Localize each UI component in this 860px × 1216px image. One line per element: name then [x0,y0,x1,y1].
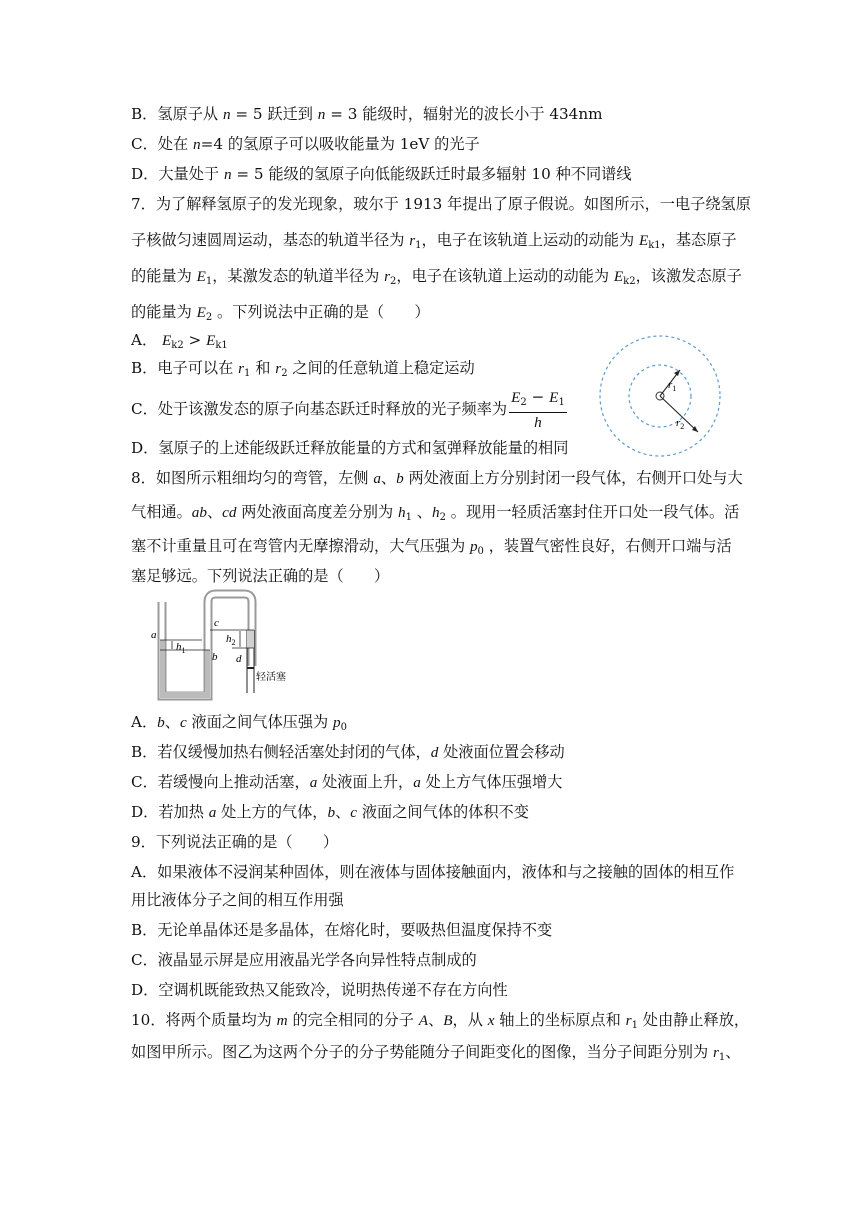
label-a: a [151,629,157,641]
q6-option-c: C．处在 n=4 的氢原子可以吸收能量为 1eV 的光子 [131,135,480,153]
label-d: d [236,653,242,665]
r2-label: $r_2$ [676,417,685,431]
q6-option-b: B．氢原子从 n = 5 跃迁到 n = 3 能级时，辐射光的波长小于 434nm [131,105,603,123]
r1-label: $r_1$ [668,379,677,393]
q7-option-b: B．电子可以在 $r_1$ 和 $r_2$ 之间的任意轨道上稳定运动 [131,359,475,379]
q9-option-a-line2: 用比液体分子之间的相互作用强 [131,891,344,909]
q8-option-b: B．若仅缓慢加热右侧轻活塞处封闭的气体，d 处液面位置会移动 [131,743,565,761]
q8-option-d: D．若加热 a 处上方的气体，b、c 液面之间气体的体积不变 [131,803,529,821]
label-h1: $h_1$ [176,641,186,655]
q7-stem-line4: 的能量为 $E_2$ 。下列说法中正确的是（ ） [131,303,430,323]
q8-stem-line1: 8．如图所示粗细均匀的弯管，左侧 a、b 两处液面上方分别封闭一段气体，右侧开口处与大 [131,469,743,487]
q8-stem-line4: 塞足够远。下列说法正确的是（ ） [131,567,390,585]
bohr-orbit-figure [598,334,722,458]
q6-option-d: D．大量处于 n = 5 能级的氢原子向低能级跃迁时最多辐射 10 种不同谱线 [131,165,632,183]
q7-option-c: C．处于该激发态的原子向基态跃迁时释放的光子频率为 $\frac{E_2 - E_1}{h}$ [131,388,565,431]
q9-option-c: C．液晶显示屏是应用液晶光学各向异性特点制成的 [131,951,477,969]
label-b: b [212,651,218,663]
q9-option-d: D．空调机既能致热又能致冷，说明热传递不存在方向性 [131,981,508,999]
q9-stem: 9．下列说法正确的是（ ） [131,833,339,851]
q8-option-c: C．若缓慢向上推动活塞，a 处液面上升，a 处上方气体压强增大 [131,773,563,791]
q7-stem-line1: 7．为了解释氢原子的发光现象，玻尔于 1913 年提出了原子假说。如图所示，一电子绕氢原 [131,195,751,213]
label-c: c [214,617,219,629]
bent-tube-figure [146,588,306,706]
q8-stem-line3: 塞不计重量且可在弯管内无摩擦滑动，大气压强为 $p_0$ ，装置气密性良好，右侧开口端与活 [131,537,732,557]
q7-stem-line2: 子核做匀速圆周运动，基态的轨道半径为 $r_1$，电子在该轨道上运动的动能为 $E_{k1}$，基态原子 [131,231,737,251]
q7-option-d: D．氢原子的上述能级跃迁释放能量的方式和氢弹释放能量的相同 [131,439,569,457]
q7-option-a: A． $E_{k2} > E_{k1}$ [131,331,228,351]
q9-option-a-line1: A．如果液体不浸润某种固体，则在液体与固体接触面内，液体和与之接触的固体的相互作 [131,863,735,881]
q8-option-a: A．b、c 液面之间气体压强为 $p_0$ [131,713,347,733]
label-h2: $h_2$ [226,633,236,647]
q9-option-b: B．无论单晶体还是多晶体，在熔化时，要吸热但温度保持不变 [131,921,553,939]
q10-stem-line2: 如图甲所示。图乙为这两个分子的分子势能随分子间距变化的图像，当分子间距分别为 $r_1$、 [131,1043,741,1063]
q10-stem-line1: 10．将两个质量均为 m 的完全相同的分子 A、B，从 x 轴上的坐标原点和 $r_1$ 处由静止释放， [131,1011,750,1031]
label-piston: 轻活塞 [256,672,286,683]
frequency-fraction: $\frac{E_2 - E_1}{h}$ [511,388,565,431]
q8-stem-line2: 气相通。ab、cd 两处液面高度差分别为 $h_1$ 、$h_2$ 。现用一轻质活塞封住开口处一段气体。活 [131,503,740,523]
q7-stem-line3: 的能量为 $E_1$，某激发态的轨道半径为 $r_2$，电子在该轨道上运动的动能为 $E_{k2}$，该激发态原子 [131,267,742,287]
